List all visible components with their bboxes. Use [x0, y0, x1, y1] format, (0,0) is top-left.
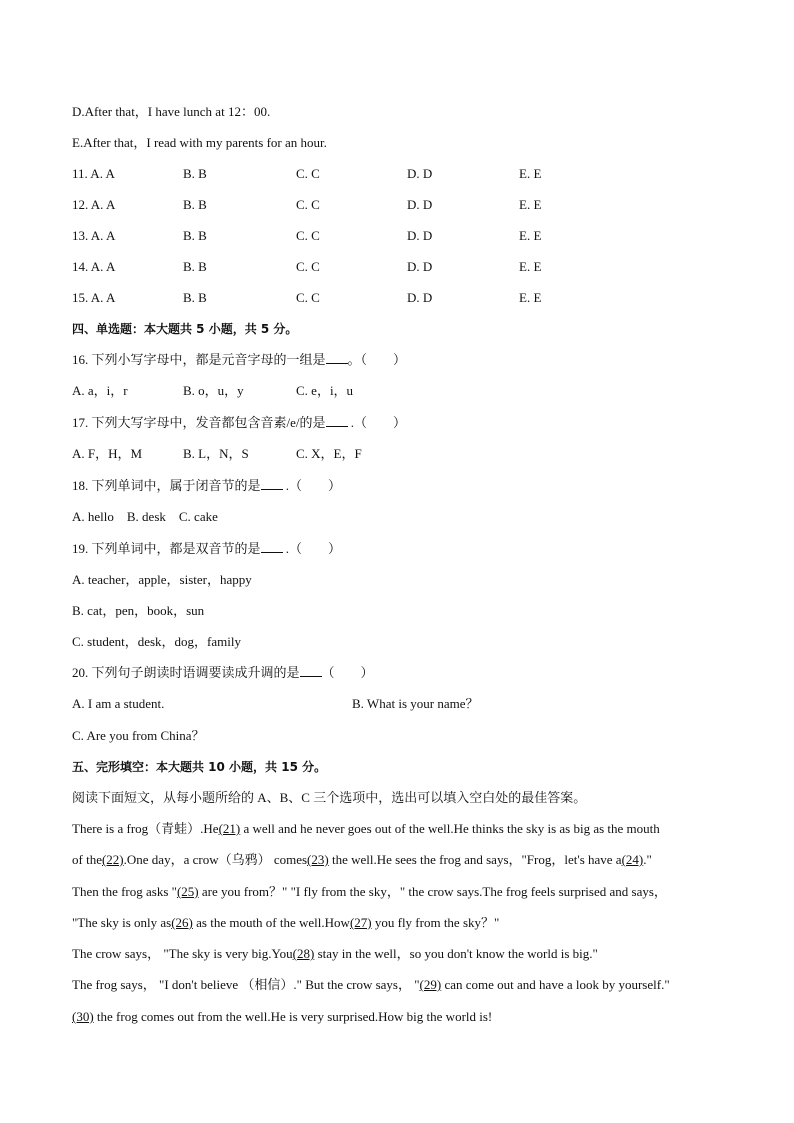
passage-line-4 — [72, 914, 499, 932]
q13-option-b[interactable]: B. B — [183, 228, 207, 243]
q16-option-c[interactable]: C. e，i，u — [296, 383, 354, 398]
question-16-options — [72, 382, 752, 400]
passage-line-2 — [72, 851, 652, 869]
question-16-stem — [72, 351, 406, 369]
question-17-stem — [72, 414, 406, 432]
question-18-options[interactable]: A. hello B. desk C. cake — [72, 509, 218, 524]
q16-blank — [326, 351, 348, 364]
question-17-options — [72, 445, 752, 463]
q16-option-b[interactable]: B. o，u，y — [183, 383, 244, 398]
q14-option-c[interactable]: C. C — [296, 259, 320, 274]
blank-23[interactable]: (23) — [307, 852, 329, 867]
q15-option-a[interactable]: 15. A. A — [72, 290, 116, 305]
q17-option-b[interactable]: B. L，N，S — [183, 446, 249, 461]
passage-text: the frog comes out from the well.He is very surprised.How big the world is! — [93, 1009, 493, 1024]
blank-28[interactable]: (28) — [292, 946, 315, 961]
q15-option-e[interactable]: E. E — [519, 290, 542, 305]
option-e-line: E.After that，I read with my parents for an hour. — [72, 135, 327, 150]
question-20-options — [72, 695, 752, 713]
q19-stem-end: .（ ） — [282, 541, 342, 556]
q17-stem-text: 17. 下列大写字母中，发音都包含音素/e/的是 — [72, 415, 326, 430]
blank-24[interactable]: (24) — [621, 852, 644, 867]
passage-line-5 — [72, 945, 598, 963]
q13-option-a[interactable]: 13. A. A — [72, 228, 116, 243]
blank-22[interactable]: (22) — [101, 852, 124, 867]
q14-option-d[interactable]: D. D — [407, 259, 433, 274]
blank-21[interactable]: (21) — [218, 821, 241, 836]
q11-option-d[interactable]: D. D — [407, 166, 433, 181]
question-14-row — [72, 258, 752, 276]
passage-line-7 — [72, 1008, 492, 1026]
passage-text: stay in the well，so you don't know the world is big." — [314, 946, 598, 961]
q11-option-e[interactable]: E. E — [519, 166, 542, 181]
q11-option-c[interactable]: C. C — [296, 166, 320, 181]
option-d-line: D.After that，I have lunch at 12：00. — [72, 104, 271, 119]
passage-text: you fly from the sky？" — [371, 915, 500, 930]
q16-option-a[interactable]: A. a，i，r — [72, 383, 128, 398]
passage-text: .One day，a crow（乌鸦） comes — [123, 852, 308, 867]
q19-blank — [261, 540, 283, 553]
q19-option-c[interactable]: C. student，desk，dog，family — [72, 634, 241, 649]
q20-stem-text: 20. 下列句子朗读时语调要读成升调的是 — [72, 665, 300, 680]
q20-option-c[interactable]: C. Are you from China？ — [72, 728, 205, 743]
question-19-stem — [72, 540, 341, 558]
q19-stem-text: 19. 下列单词中，都是双音节的是 — [72, 541, 261, 556]
question-18-stem — [72, 477, 341, 495]
q16-stem-end: 。（ ） — [347, 352, 407, 367]
question-15-row — [72, 289, 752, 307]
passage-text: are you from？" "I fly from the sky，" the crow says.The frog feels surprised and says， — [198, 884, 667, 899]
q17-option-c[interactable]: C. X，E，F — [296, 446, 362, 461]
blank-29[interactable]: (29) — [419, 977, 442, 992]
question-12-row — [72, 196, 752, 214]
blank-26[interactable]: (26) — [171, 915, 193, 930]
section-5-heading: 五、完形填空：本大题共 10 小题，共 15 分。 — [72, 760, 327, 774]
q13-option-c[interactable]: C. C — [296, 228, 320, 243]
q20-option-b[interactable]: B. What is your name？ — [352, 696, 479, 711]
q12-option-c[interactable]: C. C — [296, 197, 320, 212]
q12-option-d[interactable]: D. D — [407, 197, 433, 212]
passage-text: There is a frog（青蛙）.He — [72, 821, 219, 836]
cloze-instruction: 阅读下面短文，从每小题所给的 A、B、C 三个选项中，选出可以填入空白处的最佳答案。 — [72, 790, 587, 805]
q13-option-e[interactable]: E. E — [519, 228, 542, 243]
passage-text: can come out and have a look by yourself." — [441, 977, 670, 992]
passage-text: Then the frog asks " — [72, 884, 177, 899]
question-11-row — [72, 165, 752, 183]
q20-option-a[interactable]: A. I am a student. — [72, 696, 165, 711]
passage-line-1 — [72, 820, 660, 838]
q19-option-a[interactable]: A. teacher，apple，sister，happy — [72, 572, 252, 587]
passage-line-6 — [72, 976, 670, 994]
q15-option-b[interactable]: B. B — [183, 290, 207, 305]
q14-option-a[interactable]: 14. A. A — [72, 259, 116, 274]
passage-line-3 — [72, 883, 667, 901]
passage-text: The crow says， "The sky is very big.You — [72, 946, 293, 961]
section-4-heading: 四、单选题：本大题共 5 小题，共 5 分。 — [72, 322, 298, 336]
q12-option-b[interactable]: B. B — [183, 197, 207, 212]
q18-stem-text: 18. 下列单词中，属于闭音节的是 — [72, 478, 261, 493]
q17-blank — [326, 414, 348, 427]
passage-text: as the mouth of the well.How — [192, 915, 350, 930]
q11-option-a[interactable]: 11. A. A — [72, 166, 115, 181]
q14-option-b[interactable]: B. B — [183, 259, 207, 274]
q11-option-b[interactable]: B. B — [183, 166, 207, 181]
passage-text: ." — [643, 852, 652, 867]
question-20-stem — [72, 664, 374, 682]
q17-stem-end: .（ ） — [347, 415, 407, 430]
q18-blank — [261, 477, 283, 490]
blank-25[interactable]: (25) — [176, 884, 199, 899]
passage-text: a well and he never goes out of the well.He thinks the sky is as big as the mouth — [240, 821, 660, 836]
q20-stem-end: （ ） — [321, 665, 374, 680]
q15-option-c[interactable]: C. C — [296, 290, 320, 305]
question-13-row — [72, 227, 752, 245]
q19-option-b[interactable]: B. cat，pen，book，sun — [72, 603, 205, 618]
passage-text: the well.He sees the frog and says，"Frog，let's have a — [328, 852, 622, 867]
q17-option-a[interactable]: A. F，H，M — [72, 446, 143, 461]
q18-stem-end: .（ ） — [282, 478, 342, 493]
q13-option-d[interactable]: D. D — [407, 228, 433, 243]
passage-text: of the — [72, 852, 102, 867]
blank-27[interactable]: (27) — [349, 915, 372, 930]
q12-option-a[interactable]: 12. A. A — [72, 197, 116, 212]
q16-stem-text: 16. 下列小写字母中，都是元音字母的一组是 — [72, 352, 326, 367]
q14-option-e[interactable]: E. E — [519, 259, 542, 274]
passage-text: "The sky is only as — [72, 915, 172, 930]
blank-30[interactable]: (30) — [72, 1009, 94, 1024]
q20-blank — [300, 664, 322, 677]
q15-option-d[interactable]: D. D — [407, 290, 433, 305]
q12-option-e[interactable]: E. E — [519, 197, 542, 212]
passage-text: The frog says， "I don't believe （相信）." But the crow says， " — [72, 977, 420, 992]
